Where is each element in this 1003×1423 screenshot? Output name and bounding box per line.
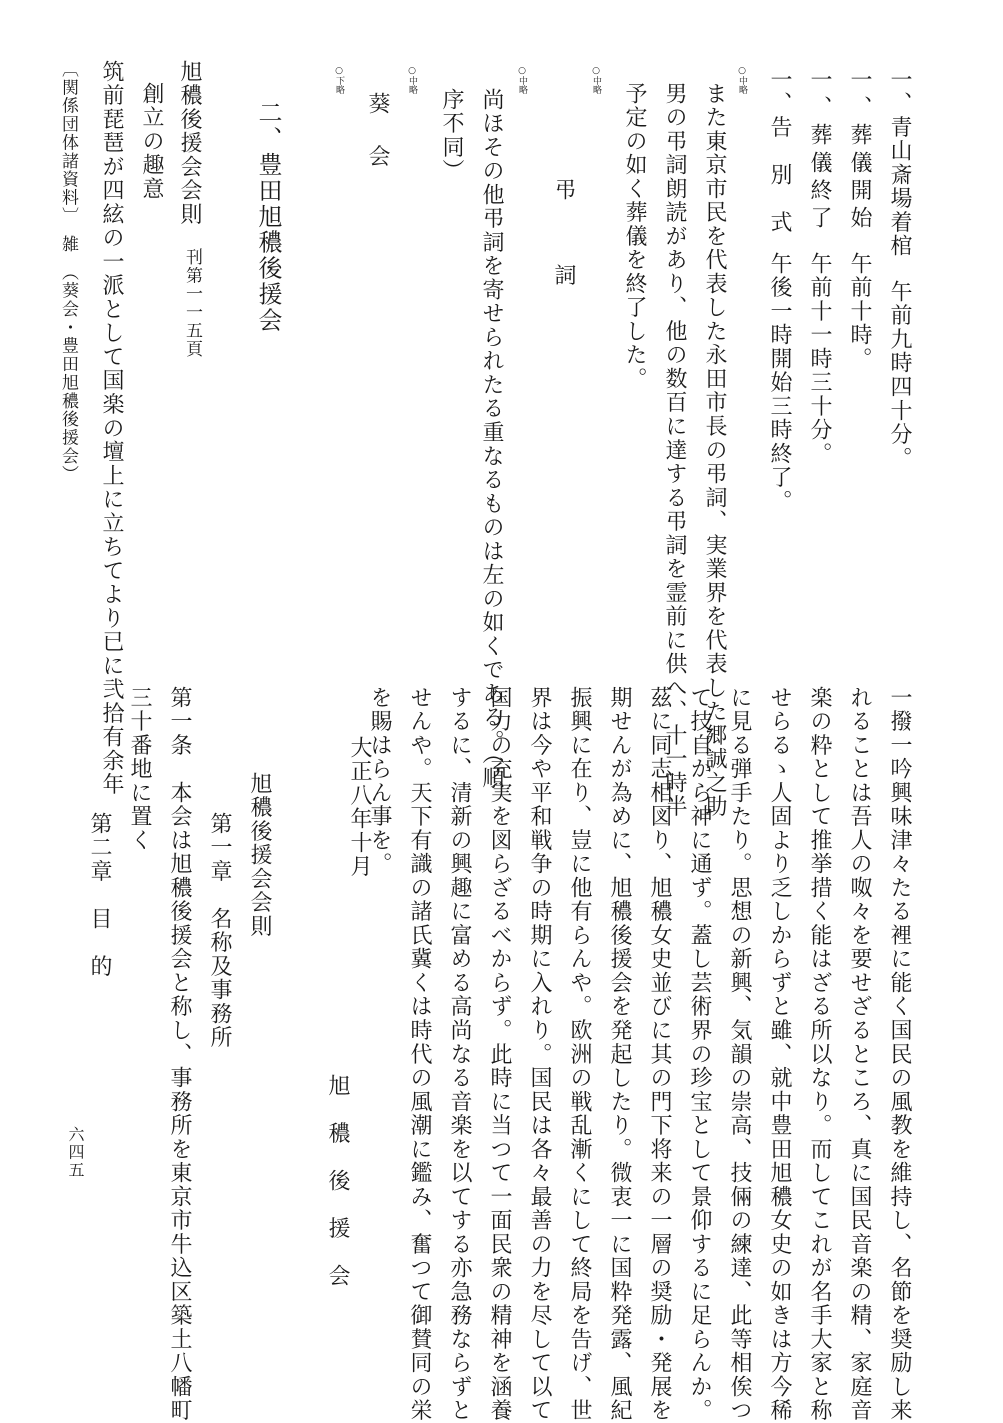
rules-title: 旭穠後援会会則: [177, 60, 202, 227]
schedule-item-2: [842, 68, 876, 371]
omission-note: ○中略: [517, 66, 527, 94]
schedule-label: 一、葬儀開始: [847, 68, 872, 230]
paragraph-line: 尚ほその他弔詞を寄せられたる重なるものは左の如くである。（順: [479, 88, 504, 790]
schedule-time: 午前十時。: [847, 252, 872, 371]
text-line: て技自から神に通ず。蓋し芸術界の珍宝として景仰するに足らんか。: [687, 686, 712, 1423]
paragraph-line: 筑前琵琶が四絃の一派として国楽の壇上に立ちてより已に弐拾有余年: [99, 60, 124, 797]
paragraph-line: 序不同）: [439, 88, 464, 184]
page-footer: 〔関係団体諸資料〕 雑 （葵会・豊田旭穠後援会）: [58, 60, 78, 484]
schedule-item-1: [882, 68, 916, 470]
paragraph-line: 男の弔詞朗読があり、他の数百に達する弔詞を霊前に供へ、十一時半: [662, 82, 687, 819]
text-line: 茲に同志相図り、旭穠女史並びに其の門下将来の一層の奨励・発展を: [647, 686, 672, 1423]
text-line: するに、清新の興趣に富める高尚なる音楽を以てする亦急務ならずと: [447, 686, 472, 1423]
date: 大正八年十月: [347, 736, 372, 879]
text-line: 国力の充実を図らざるべからず。此時に当つて一面民衆の精神を涵養: [487, 686, 512, 1423]
schedule-time: 午前九時四十分。: [887, 280, 912, 471]
intent-heading: 創立の趣意: [139, 82, 164, 201]
chapter-heading: 第二章 目 的: [87, 812, 112, 979]
schedule-label: 一、告 別 式: [767, 68, 792, 235]
text-line: 楽の粋として推挙措く能はざる所以なり。而してこれが名手大家と称: [807, 686, 832, 1423]
omission-note: ○中略: [737, 66, 747, 94]
text-line: に見る弾手たり。思想の新興、気韻の崇高、技倆の練達、此等相俟つ: [727, 686, 752, 1423]
text-line: 一撥一吟興味津々たる裡に能く国民の風教を維持し、名節を奨励し来: [887, 686, 912, 1423]
schedule-item-3: [802, 68, 836, 466]
rules-title: 旭穠後援会会則: [247, 772, 272, 939]
text-line: せんや。天下有識の諸氏冀くは時代の風潮に鑑み、奮つて御賛同の栄: [407, 686, 432, 1423]
schedule-time: 午後一時開始三時終了。: [767, 252, 792, 514]
text-line: 振興に在り、豈に他有らんや。欧洲の戦乱漸くにして終局を告げ、世: [567, 686, 592, 1423]
text-line: 界は今や平和戦争の時期に入れり。国民は各々最善の力を尽して以て: [527, 686, 552, 1423]
choushi-heading: 弔 詞: [551, 178, 576, 293]
aoikai-heading: 葵 会: [365, 92, 390, 172]
schedule-label: 一、青山斎場着棺: [887, 68, 912, 259]
omission-note: ○中略: [591, 66, 601, 94]
text-line: 期せんが為めに、旭穠後援会を発起したり。微衷一に国粋発露、風紀: [607, 686, 632, 1423]
text-line: せらるゝ人固より乏しからずと雖、就中豊田旭穠女史の如きは方今稀: [767, 686, 792, 1423]
omission-note: ○下略: [334, 66, 344, 94]
section-title: 二、豊田旭穠後援会: [254, 100, 282, 334]
rules-reference: 刊第一一五頁: [182, 248, 202, 359]
chapter-heading: 第一章 名称及事務所: [207, 812, 232, 1050]
text-line: を賜はらん事を。: [367, 686, 392, 877]
paragraph-line: 予定の如く葬儀を終了した。: [622, 82, 647, 391]
page-number: 六四五: [66, 1126, 85, 1179]
schedule-label: 一、葬儀終了: [807, 68, 832, 230]
schedule-time: 午前十一時三十分。: [807, 252, 832, 466]
signature: 旭 穠 後 援 会: [325, 1074, 350, 1288]
text-line: れることは吾人の呶々を要せざるところ、真に国民音楽の精、家庭音: [847, 686, 872, 1423]
paragraph-line: また東京市民を代表した永田市長の弔詞、実業界を代表した郷誠之助: [702, 82, 727, 819]
article-text: 三十番地に置く: [127, 686, 152, 853]
article-text: 第一条 本会は旭穠後援会と称し、事務所を東京市牛込区築土八幡町: [167, 686, 192, 1423]
schedule-item-4: [762, 68, 796, 513]
omission-note: ○中略: [407, 66, 417, 94]
